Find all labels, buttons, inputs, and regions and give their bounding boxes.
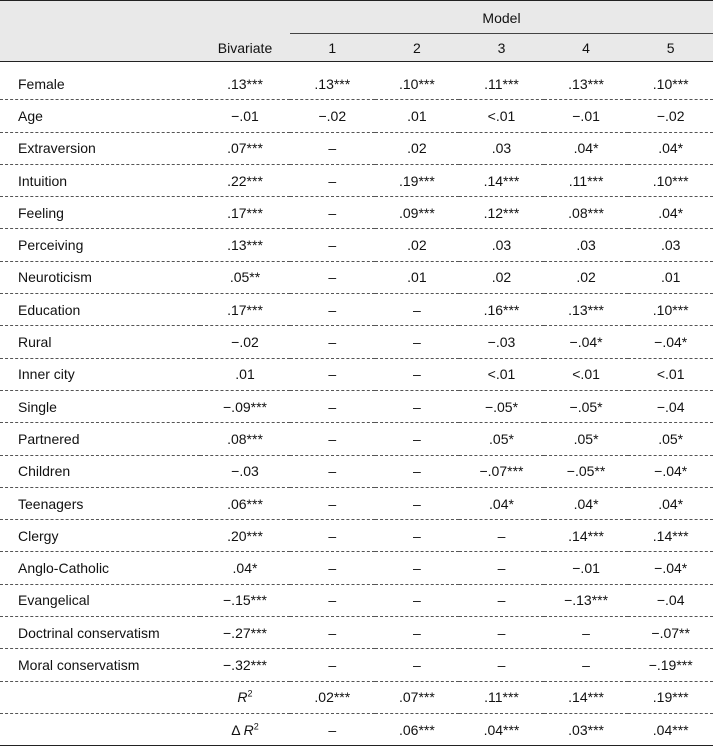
model-number-header: 3 bbox=[459, 34, 544, 62]
model-cell: .01 bbox=[375, 261, 460, 293]
table-row bbox=[0, 197, 713, 229]
bivariate-cell: −.02 bbox=[200, 326, 290, 358]
bivariate-cell: −.32*** bbox=[200, 649, 290, 681]
summary-value: .07*** bbox=[375, 681, 460, 713]
model-cell: −.19*** bbox=[628, 649, 713, 681]
model-cell: .01 bbox=[628, 261, 713, 293]
model-cell: – bbox=[290, 455, 375, 487]
r-symbol: R bbox=[237, 689, 248, 706]
model-cell: −.02 bbox=[290, 100, 375, 132]
model-group-header bbox=[290, 1, 713, 35]
summary-value: .04*** bbox=[459, 713, 544, 745]
model-cell: .10*** bbox=[628, 62, 713, 100]
model-cell: −.04* bbox=[628, 455, 713, 487]
model-cell: .14*** bbox=[459, 164, 544, 196]
model-cell: −.04* bbox=[628, 326, 713, 358]
table-row bbox=[0, 487, 713, 519]
bivariate-cell: −.01 bbox=[200, 100, 290, 132]
model-cell: .04* bbox=[628, 132, 713, 164]
row-label: Evangelical bbox=[0, 584, 200, 616]
model-cell: – bbox=[375, 358, 460, 390]
model-cell: <.01 bbox=[459, 358, 544, 390]
row-label: Anglo-Catholic bbox=[0, 552, 200, 584]
summary-label bbox=[200, 681, 290, 713]
header-row-columns bbox=[0, 34, 713, 62]
row-label: Single bbox=[0, 390, 200, 422]
model-cell: – bbox=[375, 649, 460, 681]
header-row-model bbox=[0, 1, 713, 35]
model-cell: – bbox=[290, 164, 375, 196]
model-cell: .05* bbox=[544, 423, 629, 455]
model-cell: – bbox=[375, 326, 460, 358]
model-cell: −.07** bbox=[628, 617, 713, 649]
model-cell: – bbox=[375, 520, 460, 552]
model-cell: −.03 bbox=[459, 326, 544, 358]
summary-value: .14*** bbox=[544, 681, 629, 713]
model-number-header: 2 bbox=[375, 34, 460, 62]
model-cell: −.01 bbox=[544, 100, 629, 132]
model-cell: – bbox=[544, 617, 629, 649]
table-row bbox=[0, 584, 713, 616]
table-row bbox=[0, 294, 713, 326]
bivariate-cell: .06*** bbox=[200, 487, 290, 519]
model-cell: .03 bbox=[459, 229, 544, 261]
model-cell: .03 bbox=[628, 229, 713, 261]
model-cell: – bbox=[459, 617, 544, 649]
bivariate-cell: .05** bbox=[200, 261, 290, 293]
bivariate-cell: .17*** bbox=[200, 294, 290, 326]
table-row bbox=[0, 164, 713, 196]
row-label: Extraversion bbox=[0, 132, 200, 164]
model-cell: .02 bbox=[375, 229, 460, 261]
model-cell: .14*** bbox=[544, 520, 629, 552]
summary-blank-cell bbox=[0, 713, 200, 745]
model-cell: −.01 bbox=[544, 552, 629, 584]
model-cell: .03 bbox=[459, 132, 544, 164]
row-label: Clergy bbox=[0, 520, 200, 552]
model-cell: <.01 bbox=[628, 358, 713, 390]
summary-value: .02*** bbox=[290, 681, 375, 713]
summary-value: .06*** bbox=[375, 713, 460, 745]
model-cell: .10*** bbox=[375, 62, 460, 100]
header-empty-cell bbox=[0, 34, 200, 62]
model-cell: .11*** bbox=[544, 164, 629, 196]
model-cell: – bbox=[290, 649, 375, 681]
model-cell: – bbox=[375, 487, 460, 519]
model-cell: −.02 bbox=[628, 100, 713, 132]
table-row bbox=[0, 617, 713, 649]
model-cell: – bbox=[290, 617, 375, 649]
row-label: Female bbox=[0, 62, 200, 100]
row-label: Neuroticism bbox=[0, 261, 200, 293]
summary-label bbox=[200, 713, 290, 745]
model-cell: – bbox=[375, 423, 460, 455]
table-body bbox=[0, 62, 713, 746]
model-cell: .02 bbox=[459, 261, 544, 293]
model-cell: – bbox=[375, 294, 460, 326]
superscript-two: 2 bbox=[253, 720, 259, 731]
model-cell: .01 bbox=[375, 100, 460, 132]
r-symbol: R bbox=[243, 721, 254, 738]
bivariate-cell: .17*** bbox=[200, 197, 290, 229]
model-cell: .04* bbox=[628, 197, 713, 229]
model-cell: −.04* bbox=[544, 326, 629, 358]
model-cell: −.05* bbox=[544, 390, 629, 422]
model-cell: .04* bbox=[544, 487, 629, 519]
bivariate-cell: .08*** bbox=[200, 423, 290, 455]
model-cell: – bbox=[290, 326, 375, 358]
bivariate-cell: .20*** bbox=[200, 520, 290, 552]
model-cell: <.01 bbox=[544, 358, 629, 390]
model-cell: – bbox=[290, 552, 375, 584]
model-cell: .13*** bbox=[544, 62, 629, 100]
model-cell: −.05* bbox=[459, 390, 544, 422]
row-label: Teenagers bbox=[0, 487, 200, 519]
model-cell: – bbox=[459, 520, 544, 552]
model-cell: – bbox=[375, 455, 460, 487]
model-number-header: 5 bbox=[628, 34, 713, 62]
model-cell: .19*** bbox=[375, 164, 460, 196]
bivariate-header: Bivariate bbox=[200, 34, 290, 62]
row-label: Feeling bbox=[0, 197, 200, 229]
model-cell: .03 bbox=[544, 229, 629, 261]
header-empty-cell bbox=[0, 1, 200, 35]
model-cell: .09*** bbox=[375, 197, 460, 229]
table-row bbox=[0, 229, 713, 261]
table-row bbox=[0, 326, 713, 358]
table-row bbox=[0, 649, 713, 681]
model-cell: .10*** bbox=[628, 164, 713, 196]
model-cell: – bbox=[290, 520, 375, 552]
model-cell: .13*** bbox=[544, 294, 629, 326]
bivariate-cell: −.03 bbox=[200, 455, 290, 487]
model-cell: – bbox=[290, 132, 375, 164]
model-cell: – bbox=[290, 197, 375, 229]
bivariate-cell: −.27*** bbox=[200, 617, 290, 649]
row-label: Inner city bbox=[0, 358, 200, 390]
model-cell: .05* bbox=[628, 423, 713, 455]
model-cell: .16*** bbox=[459, 294, 544, 326]
model-cell: −.07*** bbox=[459, 455, 544, 487]
table-row bbox=[0, 552, 713, 584]
table-row bbox=[0, 100, 713, 132]
superscript-two: 2 bbox=[247, 688, 253, 699]
table-row bbox=[0, 261, 713, 293]
bivariate-cell: .22*** bbox=[200, 164, 290, 196]
model-cell: .12*** bbox=[459, 197, 544, 229]
model-cell: −.05** bbox=[544, 455, 629, 487]
row-label: Perceiving bbox=[0, 229, 200, 261]
model-cell: .13*** bbox=[290, 62, 375, 100]
model-cell: .02 bbox=[544, 261, 629, 293]
r-squared-row bbox=[0, 681, 713, 713]
summary-value: .04*** bbox=[628, 713, 713, 745]
bivariate-cell: .04* bbox=[200, 552, 290, 584]
model-cell: – bbox=[375, 584, 460, 616]
model-cell: – bbox=[290, 423, 375, 455]
row-label: Partnered bbox=[0, 423, 200, 455]
model-number-header: 4 bbox=[544, 34, 629, 62]
model-cell: .05* bbox=[459, 423, 544, 455]
model-cell: – bbox=[290, 358, 375, 390]
model-cell: – bbox=[290, 261, 375, 293]
model-cell: <.01 bbox=[459, 100, 544, 132]
summary-value: .19*** bbox=[628, 681, 713, 713]
model-cell: – bbox=[290, 390, 375, 422]
table-row bbox=[0, 455, 713, 487]
table-row bbox=[0, 390, 713, 422]
model-cell: .04* bbox=[628, 487, 713, 519]
summary-value: .03*** bbox=[544, 713, 629, 745]
row-label: Doctrinal conservatism bbox=[0, 617, 200, 649]
header-empty-cell bbox=[200, 1, 290, 35]
table-row bbox=[0, 520, 713, 552]
model-cell: −.04* bbox=[628, 552, 713, 584]
model-cell: −.13*** bbox=[544, 584, 629, 616]
table-header bbox=[0, 1, 713, 62]
bivariate-cell: .13*** bbox=[200, 62, 290, 100]
bivariate-cell: −.15*** bbox=[200, 584, 290, 616]
table-row bbox=[0, 62, 713, 100]
model-cell: .14*** bbox=[628, 520, 713, 552]
row-label: Children bbox=[0, 455, 200, 487]
model-cell: −.04 bbox=[628, 390, 713, 422]
model-cell: – bbox=[459, 584, 544, 616]
model-cell: −.04 bbox=[628, 584, 713, 616]
table-row bbox=[0, 132, 713, 164]
model-cell: – bbox=[459, 552, 544, 584]
row-label: Age bbox=[0, 100, 200, 132]
bivariate-cell: .13*** bbox=[200, 229, 290, 261]
model-cell: – bbox=[544, 649, 629, 681]
model-cell: .10*** bbox=[628, 294, 713, 326]
model-cell: .04* bbox=[544, 132, 629, 164]
model-label: Model bbox=[482, 9, 521, 26]
model-cell: – bbox=[375, 552, 460, 584]
model-cell: – bbox=[290, 229, 375, 261]
summary-value: – bbox=[290, 713, 375, 745]
bivariate-cell: −.09*** bbox=[200, 390, 290, 422]
table-row bbox=[0, 423, 713, 455]
model-number-header: 1 bbox=[290, 34, 375, 62]
row-label: Education bbox=[0, 294, 200, 326]
model-cell: – bbox=[375, 617, 460, 649]
model-cell: – bbox=[290, 584, 375, 616]
summary-value: .11*** bbox=[459, 681, 544, 713]
model-cell: .11*** bbox=[459, 62, 544, 100]
delta-symbol: Δ bbox=[231, 721, 244, 738]
row-label: Moral conservatism bbox=[0, 649, 200, 681]
model-cell: – bbox=[459, 649, 544, 681]
model-cell: .02 bbox=[375, 132, 460, 164]
model-cell: .08*** bbox=[544, 197, 629, 229]
delta-r-squared-row bbox=[0, 713, 713, 745]
summary-blank-cell bbox=[0, 681, 200, 713]
model-cell: – bbox=[290, 294, 375, 326]
model-cell: – bbox=[375, 390, 460, 422]
model-underline bbox=[290, 33, 713, 34]
row-label: Rural bbox=[0, 326, 200, 358]
model-cell: .04* bbox=[459, 487, 544, 519]
model-cell: – bbox=[290, 487, 375, 519]
bivariate-cell: .07*** bbox=[200, 132, 290, 164]
table-row bbox=[0, 358, 713, 390]
row-label: Intuition bbox=[0, 164, 200, 196]
bivariate-cell: .01 bbox=[200, 358, 290, 390]
